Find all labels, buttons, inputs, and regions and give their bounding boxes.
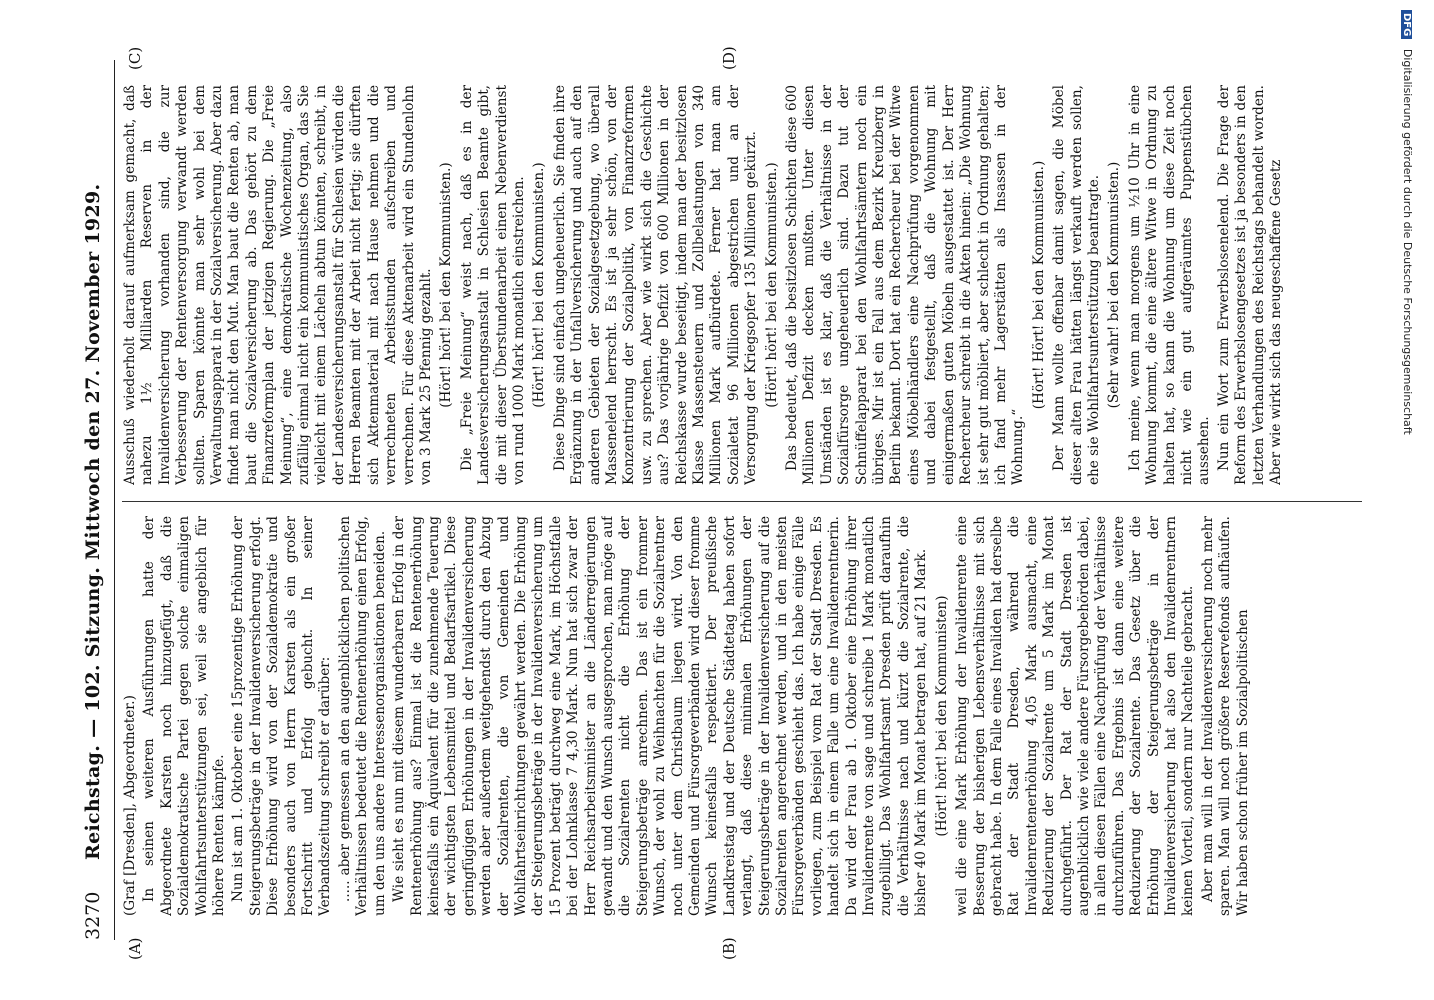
margin-mark-b: (B) — [720, 937, 738, 960]
footer-text: Digitalisierung gefördert durch die Deutsche Forschungsgemeinschaft — [1401, 48, 1414, 435]
digitization-footer — [1396, 10, 1414, 990]
page-number: 3270 — [82, 891, 104, 940]
right-column — [122, 85, 1372, 485]
interjection: (Hört! hört! bei den Kommunisten.) — [531, 162, 548, 408]
left-column — [122, 516, 1372, 916]
paragraph: Nun ist am 1. Oktober eine 15prozentige Erhöhung der Steigerungsbeträge in der Invalidenversicherung erfolgt. Diese Erhöhung wird von der Sozialdemokratie und besonders auch von Herrn Karsten als ein großer Fortschritt und Erfolg gebucht. In seiner Verbandszeitung schreibt er darüber: — [230, 516, 334, 916]
paragraph: Wie sieht es nun mit diesem wunderbaren Erfolg in der Rentenerhöhung aus? Einmal ist die Rentenerhöhung keinesfalls ein Äquivalent für die zunehmende Teuerung der wichtigsten Lebensmittel und Bedarfsartikel. Diese geringfügigen Erhöhungen in der Invalidenversicherung werden aber außerdem weitgehendst durch den Abzug der Sozialrenten, die von Gemeinden und Wohlfahrtseinrichtungen gewährt werden. Die Erhöhung der Steigerungsbeträge in der Invalidenversicherung um 15 Prozent beträgt durchweg eine Mark, im Höchstfalle bei der Lohnklasse 7 4,30 Mark. Nun hat sich zwar der Herr Reichsarbeitsminister an die Länderregierungen gewandt und den Wunsch ausgesprochen, man möge auf die Sozialrenten nicht die Erhöhung der Steigerungsbeträge anrechnen. Das ist ein frommer Wunsch, der wohl zu Weihnachten für die Sozialrentner noch unter dem Christbaum liegen wird. Von den Gemeinden und Fürsorgeverbänden wird dieser fromme Wunsch keinesfalls respektiert. Der preußische Landkreistag und der Deutsche Städtetag haben sofort verlangt, daß diese minimalen Erhöhungen der Steigerungsbeträge in der Invalidenversicherung auf die Sozialrenten angerechnet werden, und in den meisten Fürsorgeverbänden geschieht das. Ich habe einige Fälle vorliegen, zum Beispiel vom Rat der Stadt Dresden. Es handelt sich in einem Falle um eine Invalidenrentnerin. Da wird der Frau ab 1. Oktober eine Erhöhung ihrer Invalidenrente von sage und schreibe 1 Mark monatlich zugebilligt. Das Wohlfahrtsamt Dresden prüft daraufhin die Verhältnisse nach und kürzt die Sozialrente, die bisher 40 Mark im Monat betragen hat, auf 21 Mark. — [391, 516, 930, 916]
margin-mark-a: (A) — [126, 937, 144, 960]
dfg-badge: DFG — [1401, 10, 1412, 39]
paragraph: Ausschuß wiederholt darauf aufmerksam gemacht, daß nahezu 1½ Milliarden Reserven in der Invalidenversicherung vorhanden sind, die zur Verbesserung der Rentenversorgung verwandt werden sollten. Sparen könnte man sehr wohl bei dem Verwaltungsapparat in der Sozialversicherung. Aber dazu findet man nicht den Mut. Man baut die Renten ab, man baut die Sozialversicherung ab. Das gehört zu dem Finanzreformplan der jetzigen Regierung. Die „Freie Meinung“, eine demokratische Wochenzeitung, also zufällig einmal nicht ein kommunistisches Organ, das Sie vielleicht mit einem Lächeln abtun könnten, schreibt, in der Landesversicherungsanstalt für Schlesien würden die Herren Beamten mit der Arbeit nicht fertig; sie dürften sich Aktenmaterial mit nach Hause nehmen und die verrechneten Arbeitsstunden aufschreiben und verrechnen. Für diese Aktenarbeit wird ein Stundenlohn von 3 Mark 25 Pfennig gezahlt. — [122, 85, 434, 485]
paragraph: Aber man will in der Invalidenversicherung noch mehr sparen. Man will noch größere Reservefonds aufhäufen. Wir haben schon früher im Sozialpolitischen — [1199, 516, 1251, 916]
column-divider — [122, 501, 1362, 502]
interjection: (Hört! Hört! bei den Kommunisten.) — [1030, 160, 1047, 410]
paragraph: Die „Freie Meinung“ weist nach, daß es in der Landesversicherungsanstalt in Schlesien Beamte gibt, die mit dieser Überstundenarbeit einen Nebenverdienst von rund 1000 Mark monatlich einstreichen. — [458, 85, 527, 485]
paragraph: Ich meine, wenn man morgens um ½10 Uhr in eine Wohnung kommt, die eine ältere Witwe in Ordnung zu halten hat, so kann die Wohnung um diese Zeit noch nicht wie ein gut aufgeräumtes Puppenstübchen aussehen. — [1126, 85, 1213, 485]
paragraph: (Graf [Dresden], Abgeordneter.) — [122, 695, 138, 916]
paragraph: Das bedeutet, daß die besitzlosen Schichten diese 600 Millionen Defizit decken mußten. Unter diesen Umständen ist es klar, daß die Verhältnisse in der Sozialfürsorge ungeheuerlich sind. Dazu tut der Schnüffelapparat bei den Wohlfahrtsämtern noch ein übriges. Mir ist ein Fall aus dem Bezirk Kreuzberg in Berlin bekannt. Dort hat ein Rechercheur bei der Witwe eines Möbelhändlers eine Nachprüfung vorgenommen und dabei festgestellt, daß die Wohnung mit einigermaßen guten Möbeln ausgestattet ist. Der Herr Rechercheur schreibt in die Akten hinein: „Die Wohnung ist sehr gut möbliert, aber schlecht in Ordnung gehalten; ich fand mehr Lagerstätten als Insassen in der Wohnung.“ — [784, 85, 1027, 485]
paragraph: Nun ein Wort zum Erwerbslosenelend. Die Frage der Reform des Erwerbslosengesetzes ist ja besonders in den letzten Verhandlungen des Reichstags behandelt worden. Aber wie wirkt sich das neugeschaffene Gesetz — [1215, 85, 1284, 485]
interjection: (Hört! hört! bei den Kommunisten.) — [438, 162, 455, 408]
interjection: (Hört! hört! bei den Kommunisten) — [933, 595, 950, 837]
margin-mark-d: (D) — [720, 46, 738, 70]
margin-mark-c: (C) — [126, 46, 144, 70]
interjection: (Hört! hört! bei den Kommunisten.) — [763, 162, 780, 408]
page-title: Reichstag. — 102. Sitzung. Mittwoch den 27. November 1929. — [82, 183, 104, 860]
interjection: (Sehr wahr! bei den Kommunisten.) — [1106, 161, 1123, 409]
paragraph: ..... aber gemessen an den augenblicklichen politischen Verhältnissen bedeutet die Rentenerhöhung einen Erfolg, um den uns andere Interessenorganisationen beneiden. — [336, 516, 388, 916]
paragraph: In seinen weiteren Ausführungen hatte der Abgeordnete Karsten noch hinzugefügt, daß die Sozialdemokratische Partei gegen solche einmaligen Wohlfahrtsunterstützungen sei, weil sie angeblich für höhere Renten kämpfe. — [141, 516, 228, 916]
paragraph: Diese Dinge sind einfach ungeheuerlich. Sie finden ihre Ergänzung in der Unfallversicherung und auch auf den anderen Gebieten der Sozialgesetzgebung, wo überall Massenelend herrscht. Es ist ja sehr schön, von der Konzentrierung der Sozialpolitik, von Finanzreformen usw. zu sprechen. Aber wie wirkt sich die Geschichte aus? Das vorjährige Defizit von 600 Millionen in der Reichskasse wurde beseitigt, indem man der besitzlosen Klasse Massensteuern und Zollbelastungen von 340 Millionen Mark aufbürdete. Ferner hat man am Sozialetat 96 Millionen abgestrichen und an der Versorgung der Kriegsopfer 135 Millionen gekürzt. — [551, 85, 760, 485]
paragraph: Der Mann wollte offenbar damit sagen, die Möbel dieser alten Frau hätten längst verkauft werden sollen, ehe sie Wohlfahrtsunterstützung beantragte. — [1051, 85, 1102, 485]
page-header — [80, 60, 110, 940]
rotated-page — [80, 46, 1380, 960]
header-rule — [114, 60, 115, 940]
paragraph: weil die eine Mark Erhöhung der Invalidenrente eine Besserung der bisherigen Lebensverhältnisse mit sich gebracht habe. In dem Falle eines Invaliden hat derselbe Rat der Stadt Dresden, während die Invalidenrentenerhöhung 4,05 Mark ausmacht, eine Reduzierung der Sozialrente um 5 Mark im Monat durchgeführt. Der Rat der Stadt Dresden ist augenblicklich wie viele andere Fürsorgebehörden dabei, in allen diesen Fällen eine Nachprüfung der Verhältnisse durchzuführen. Das Ergebnis ist dann eine weitere Reduzierung der Sozialrente. Das Gesetz über die Erhöhung der Steigerungsbeträge in der Invalidenversicherung hat also den Invalidenrentnern keinen Vorteil, sondern nur Nachteile gebracht. — [954, 516, 1197, 916]
